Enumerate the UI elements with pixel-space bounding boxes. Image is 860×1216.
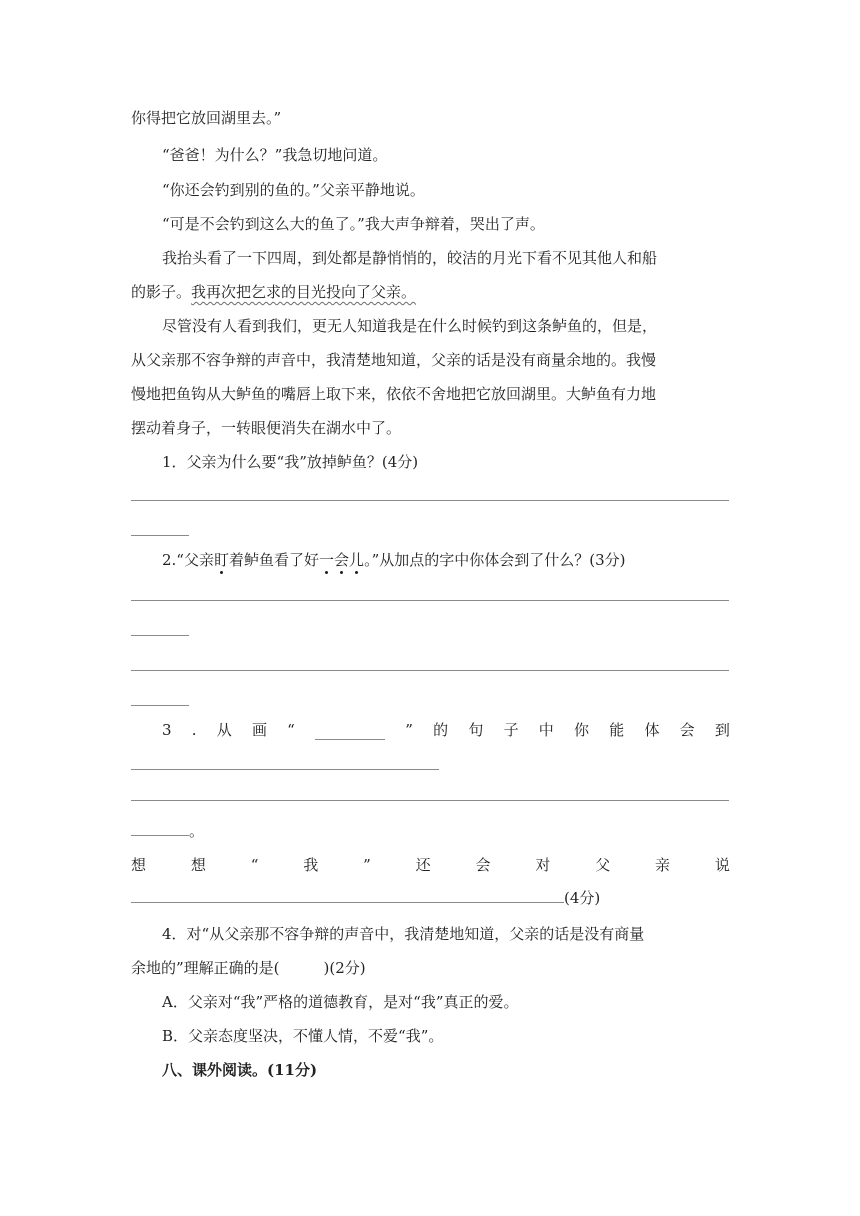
q3-char: 还 [415,856,431,874]
q3-char: 会 [679,721,695,739]
story-paragraph-6-line-1: 尽管没有人看到我们，更无人知道我是在什么时候钓到这条鲈鱼的，但是， [162,317,658,335]
answer-line[interactable] [131,705,189,706]
q3-char: ” [363,856,371,874]
question-4-line-2 [131,958,366,978]
question-3-line-3 [131,888,600,908]
q3-char: 3 [162,721,172,739]
q3-char: 想 [131,856,147,874]
answer-line[interactable] [131,835,189,836]
story-paragraph-4: “可是不会钓到这么大的鱼了。”我大声争辩着，哭出了声。 [162,215,545,233]
option-a[interactable]: A．父亲对“我”严格的道德教育，是对“我”真正的爱。 [162,993,519,1011]
answer-line[interactable] [131,600,729,601]
q3-char: 亲 [655,856,671,874]
q3-char: 能 [609,721,625,739]
q3-char: 从 [216,721,232,739]
story-paragraph-2: “爸爸！为什么？”我急切地问道。 [162,146,388,164]
score-label: (4分) [564,889,601,907]
story-paragraph-3: “你还会钓到别的鱼的。”父亲平静地说。 [162,181,425,199]
q3-char: 体 [644,721,660,739]
q3-char: “ [287,721,295,739]
story-paragraph-5-line-2 [131,282,416,302]
option-b[interactable]: B．父亲态度坚决，不懂人情，不爱“我”。 [162,1027,444,1045]
story-paragraph-6-line-4: 摆动着身子，一转眼便消失在湖水中了。 [131,419,402,437]
question-text: 余地的”理解正确的是( [131,959,280,977]
q3-char: 我 [303,856,319,874]
q3-char: 你 [574,721,590,739]
answer-line[interactable] [131,635,189,636]
answer-line[interactable] [131,535,189,536]
question-text: 2.“父亲 [162,551,214,569]
q3-char: ” [405,721,413,739]
q3-char: 父 [595,856,611,874]
score-label: )(2分) [323,959,366,977]
story-paragraph-1: 你得把它放回湖里去。” [131,109,282,127]
question-text: 着鲈鱼看了好 [229,551,320,569]
story-paragraph-6-line-3: 慢地把鱼钩从大鲈鱼的嘴唇上取下来，依依不舍地把它放回湖里。大鲈鱼有力地 [131,385,657,403]
answer-line[interactable] [131,670,729,671]
answer-line[interactable] [131,500,729,501]
dotted-char: 会 [334,551,350,569]
question-3-line-end [131,821,204,841]
q3-char: 想 [190,856,206,874]
q3-char: 中 [538,721,554,739]
question-4-line-1: 4．对“从父亲那不容争辩的声音中，我清楚地知道，父亲的话是没有商量 [162,925,645,943]
story-paragraph-6-line-2: 从父亲那不容争辩的声音中，我清楚地知道，父亲的话是没有商量余地的。我慢 [131,351,657,369]
dotted-char: 一 [319,551,335,569]
dotted-char: 盯 [213,551,229,569]
section-heading: 八、课外阅读。(11分) [162,1061,318,1079]
story-paragraph-5-line-1: 我抬头看了一下四周，到处都是静悄悄的，皎洁的月光下看不见其他人和船 [162,249,658,267]
q3-char: 会 [475,856,491,874]
answer-line[interactable] [131,800,729,801]
q3-char: 到 [714,721,730,739]
q3-char: . [191,721,197,739]
answer-line[interactable] [131,769,439,770]
question-3-line-1 [162,720,730,740]
dotted-char: 儿 [349,551,365,569]
q3-char: 画 [251,721,267,739]
q3-char: 句 [468,721,484,739]
q3-char: 的 [433,721,449,739]
question-3-line-2 [131,855,730,875]
q3-char: 对 [535,856,551,874]
q3-char: 子 [503,721,519,739]
sentence-blank[interactable] [315,720,385,740]
story-text: 的影子。 [131,283,192,301]
q3-char: 说 [714,856,730,874]
question-1: 1．父亲为什么要“我”放掉鲈鱼？(4分) [162,453,419,471]
question-2 [162,550,625,570]
answer-line[interactable] [131,902,564,903]
q3-char: “ [250,856,259,874]
wavy-underlined-sentence: 我再次把乞求的目光投向了父亲。 [191,283,417,301]
question-text: 。”从加点的字中你体会到了什么？(3分) [364,551,626,569]
period: 。 [189,822,205,840]
